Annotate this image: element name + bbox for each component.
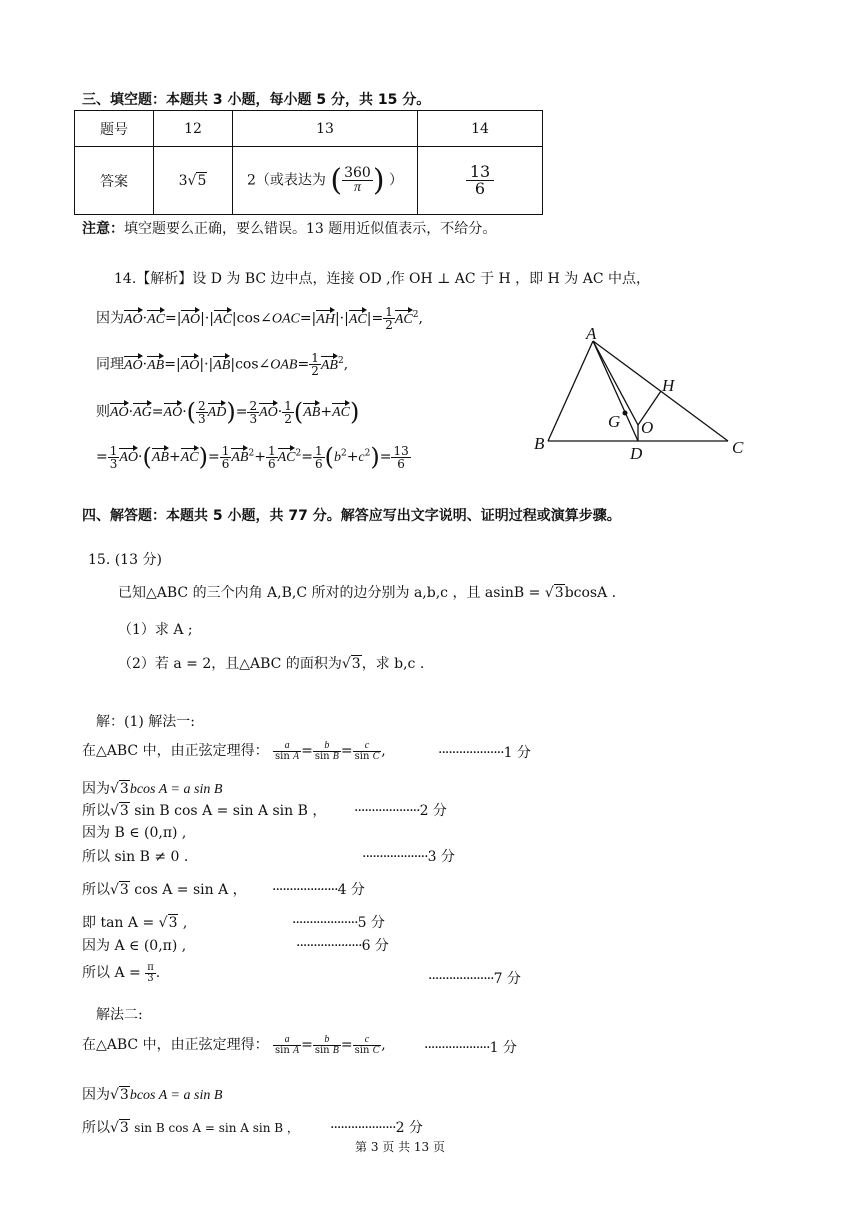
- method-2-step-2: 因为√3bcos A = a sin B: [82, 1087, 223, 1103]
- answer-12-coef: 3: [178, 172, 188, 189]
- label-g: G: [608, 412, 621, 431]
- answer-13-text: 2（或表达为: [247, 172, 326, 189]
- step-7-suffix: ,: [178, 915, 188, 931]
- line-1-prefix: 因为: [96, 310, 124, 327]
- q15-part-2: （2）若 a = 2，且△ABC 的面积为√3，求 b,c .: [118, 656, 425, 672]
- problem-14-line-1: 因为AO·AC=|AO|·|AC|cos∠OAC=|AH|·|AC|= $\frac{1}{2}$ $AC^2$,: [96, 305, 423, 332]
- q15-stem-a: 已知△ABC 的三个内角 A,B,C 所对的边分别为 a,b,c ，且 asinB =: [118, 585, 545, 601]
- step-1: 在△ABC 中，由正弦定理得： $\frac{a}{\text{sin A}}$ = $\frac{b}{\text{sin B}}$ = $\frac{c}{\text{sin C}}$ ,: [82, 739, 386, 762]
- problem-14-intro: 14.【解析】设 D 为 BC 边中点，连接 OD ,作 OH ⊥ AC 于 H ，即 H 为 AC 中点，: [114, 271, 651, 287]
- answer-13-den: π: [353, 180, 361, 195]
- step-1-score: 1 分: [503, 745, 531, 761]
- label-o: O: [641, 418, 654, 437]
- table-header-14: 14: [418, 111, 543, 147]
- step-1-text: 在△ABC 中，由正弦定理得：: [82, 743, 269, 759]
- method-2-step-1-score: 1 分: [489, 1040, 517, 1056]
- step-9-text: 所以 A =: [82, 965, 146, 981]
- point-g-dot: [623, 411, 628, 416]
- section-3-title: 三、填空题：本题共 3 小题，每小题 5 分，共 15 分。: [82, 92, 431, 108]
- step-6-points: ···················4 分: [272, 882, 365, 898]
- note-text: 填空题要么正确，要么错误。13 题用近似值表示，不给分。: [124, 221, 497, 237]
- step-9-num: π: [147, 961, 154, 973]
- step-3-prefix: 所以: [82, 803, 110, 819]
- note: [82, 218, 496, 238]
- step-7-text: 即 tan A =: [82, 915, 159, 931]
- table-header-12: 12: [154, 111, 233, 147]
- step-2-text: bcos A = a sin B: [129, 782, 223, 797]
- answer-table: [74, 110, 543, 215]
- step-6: 所以√3 cos A = sin A ，: [82, 882, 247, 898]
- step-8-score: 6 分: [361, 938, 389, 954]
- step-9-score: 7 分: [493, 971, 521, 987]
- step-3: 所以√3 sin B cos A = sin A sin B ，: [82, 803, 327, 819]
- step-8: 因为 A ∈ (0,π) ,: [82, 938, 187, 954]
- problem-14-line-2: 同理AO·AB=|AO|·|AB|cos∠OAB= $\frac{1}{2}$ $AB^2$,: [96, 351, 349, 378]
- step-5-score: 3 分: [427, 849, 455, 865]
- problem-14-line-3: 则AO·AG=AO·( $\frac{2}{3}$ AD)= $\frac{2}{3}$ AO· $\frac{1}{2}$ (AB+AC): [96, 398, 360, 426]
- answer-12-radicand: 5: [197, 172, 207, 189]
- table-header-13: 13: [233, 111, 418, 147]
- q15-part-1: （1）求 A ;: [118, 622, 193, 638]
- step-6-score: 4 分: [337, 882, 365, 898]
- note-label: 注意：: [82, 221, 124, 237]
- step-1-points: ···················1 分: [438, 745, 531, 761]
- step-4: 因为 B ∈ (0,π) ,: [82, 825, 187, 841]
- answer-13-num: 360: [344, 165, 371, 181]
- step-9: 所以 A = $\frac{\pi}{3}$ .: [82, 961, 161, 984]
- step-3-points: ···················2 分: [354, 803, 447, 819]
- q15-head: 15. (13 分): [88, 552, 162, 568]
- solution-2-head: 解法二:: [96, 1007, 143, 1023]
- q15-stem: 已知△ABC 的三个内角 A,B,C 所对的边分别为 a,b,c ，且 asinB = √3bcosA .: [118, 585, 617, 601]
- step-3-score: 2 分: [419, 803, 447, 819]
- problem-14-line-4: = $\frac{1}{3}$ AO·(AB+AC)= $\frac{1}{6}$ $AB^2+$ $\frac{1}{6}$ $AC^2=$ $\frac{1}{6}$ $(b^2+c^2)=$ $\frac{13}{6}$: [96, 443, 409, 471]
- edge-ab: [548, 341, 593, 441]
- q15-part-2b: ，求 b,c .: [361, 656, 425, 672]
- step-6-text: cos A = sin A ，: [134, 882, 247, 898]
- step-3-text: sin B cos A = sin A sin B ，: [134, 803, 327, 819]
- section-4-title: 四、解答题：本题共 5 小题，共 77 分。解答应写出文字说明、证明过程或演算步骤。: [82, 508, 621, 524]
- method-2-step-3-prefix: 所以: [82, 1120, 110, 1136]
- method-2-step-3-points: ···················2 分: [330, 1120, 423, 1136]
- answer-13-close: ）: [389, 172, 403, 189]
- step-2: 因为√3bcos A = a sin B: [82, 781, 223, 797]
- label-h: H: [662, 376, 675, 395]
- step-2-prefix: 因为: [82, 781, 110, 797]
- step-9-den: 3: [147, 972, 154, 984]
- label-d: D: [630, 444, 643, 463]
- label-c: C: [732, 438, 744, 457]
- step-6-prefix: 所以: [82, 882, 110, 898]
- step-7-points: ···················5 分: [292, 915, 385, 931]
- answer-14-den: 6: [474, 179, 486, 198]
- answer-12: 3√5: [154, 147, 233, 215]
- method-2-step-1: 在△ABC 中，由正弦定理得： $\frac{a}{\text{sin A}}$ = $\frac{b}{\text{sin B}}$ = $\frac{c}{\text{sin C}}$ ,: [82, 1033, 386, 1056]
- method-2-step-2-prefix: 因为: [82, 1087, 110, 1103]
- label-b: B: [534, 434, 545, 453]
- method-2-step-3-text: sin B cos A = sin A sin B ，: [134, 1121, 299, 1135]
- step-7: 即 tan A = √3 ,: [82, 915, 188, 931]
- solution-head: 解：(1) 解法一:: [96, 714, 195, 730]
- table-row-label: 答案: [75, 147, 154, 215]
- line-2-prefix: 同理: [96, 356, 124, 373]
- triangle-figure: [528, 325, 758, 465]
- method-2-step-3-score: 2 分: [395, 1120, 423, 1136]
- answer-14: [418, 147, 543, 215]
- method-2-step-2-text: bcos A = a sin B: [129, 1088, 223, 1103]
- step-7-score: 5 分: [357, 915, 385, 931]
- method-2-step-3: 所以√3 sin B cos A = sin A sin B ，: [82, 1120, 299, 1136]
- page-footer: 第 3 页 共 13 页: [355, 1140, 445, 1154]
- method-2-step-1-points: ···················1 分: [424, 1040, 517, 1056]
- line-3-prefix: 则: [96, 404, 110, 420]
- step-5: 所以 sin B ≠ 0 .: [82, 849, 189, 865]
- step-5-points: ···················3 分: [362, 849, 455, 865]
- table-header-label: 题号: [75, 111, 154, 147]
- q15-part-2a: （2）若 a = 2，且△ABC 的面积为: [118, 656, 342, 672]
- answer-13: 2（或表达为 ( $\frac{360}{\pi}$ ) ）: [233, 147, 418, 215]
- label-a: A: [586, 325, 597, 343]
- step-9-points: ···················7 分: [428, 971, 521, 987]
- method-2-step-1-text: 在△ABC 中，由正弦定理得：: [82, 1037, 269, 1053]
- step-8-points: ···················6 分: [296, 938, 389, 954]
- answer-14-num: 13: [466, 164, 494, 181]
- q15-stem-b: bcosA .: [564, 585, 617, 601]
